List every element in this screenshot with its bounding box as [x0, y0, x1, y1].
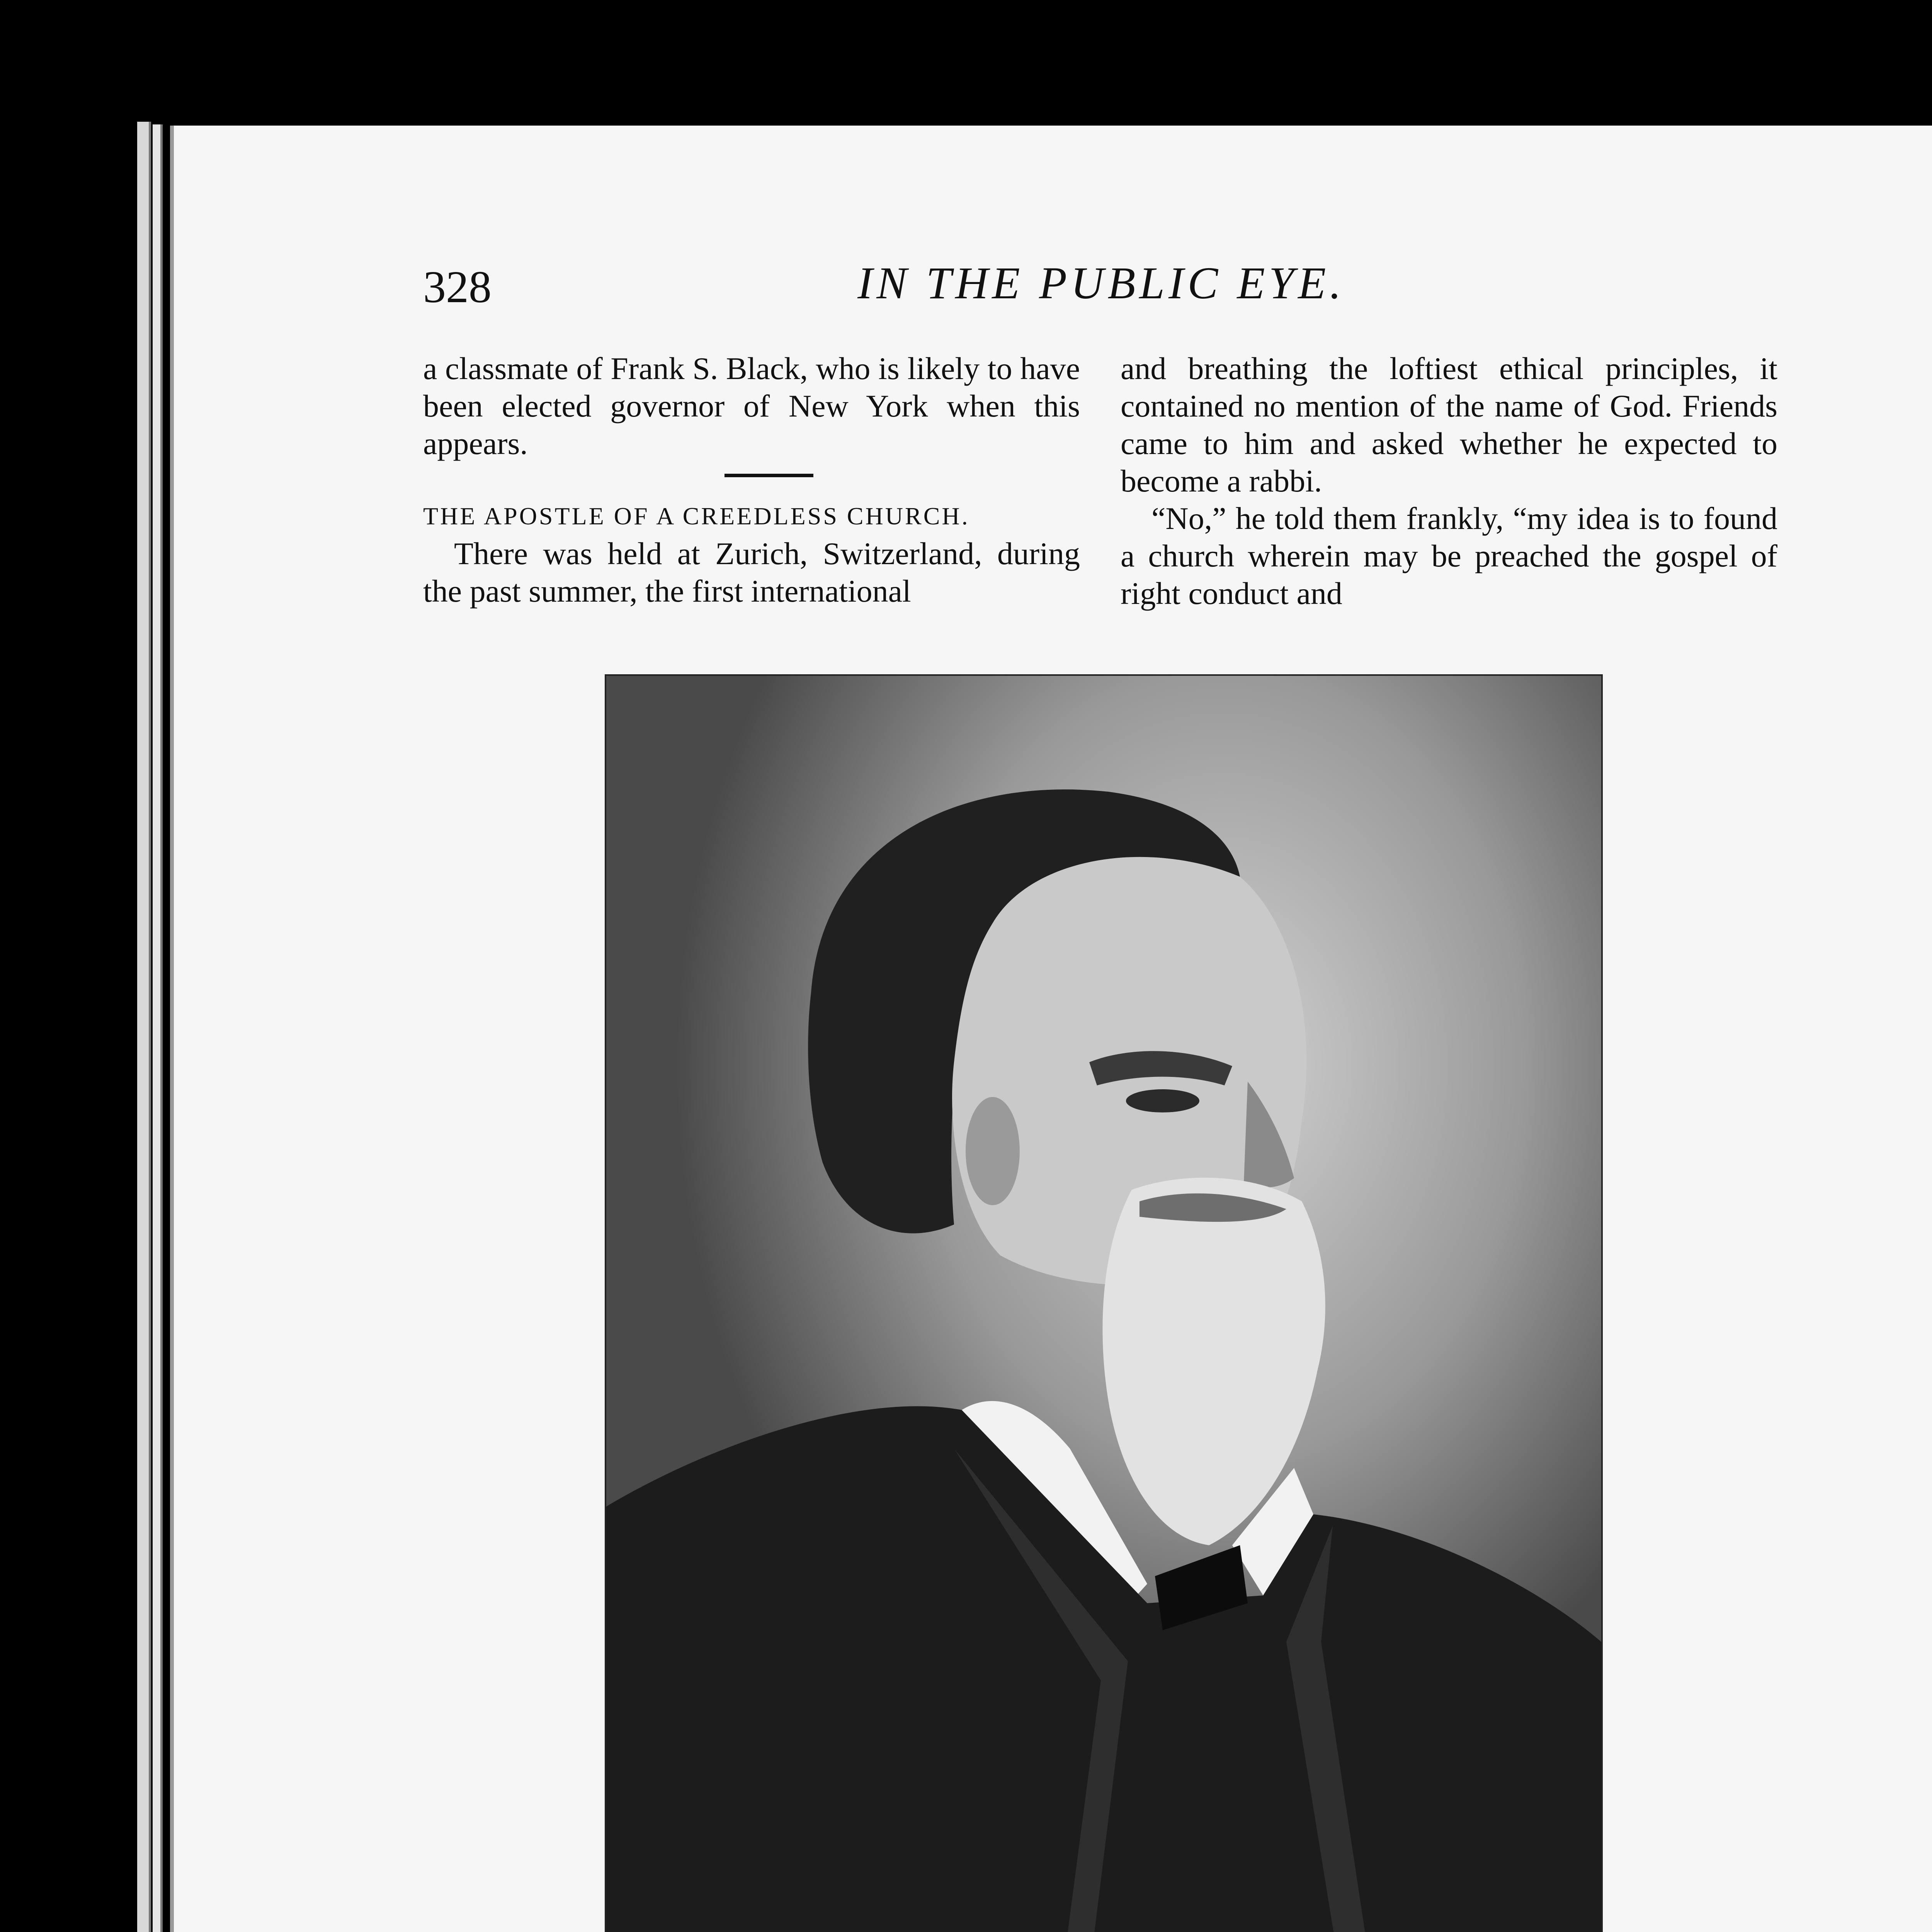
running-title: IN THE PUBLIC EYE. — [857, 258, 1345, 308]
section-heading: THE APOSTLE OF A CREEDLESS CHURCH. — [423, 502, 970, 530]
paragraph: There was held at Zurich, Switzerland, during the past summer, the first international — [423, 536, 1080, 609]
page-number: 328 — [423, 262, 492, 312]
column-top-right — [1121, 350, 1777, 612]
portrait-illustration — [606, 676, 1601, 1932]
page-stack-edge-inner — [153, 124, 163, 1932]
paragraph: and breathing the loftiest ethical principles, it contained no mention of the name of God. Friends came to him and asked whether he expected to become a rabbi. — [1121, 351, 1777, 498]
column-top-left — [423, 350, 1080, 610]
portrait-photo — [605, 674, 1603, 1932]
paragraph: “No,” he told them frankly, “my idea is to found a church wherein may be preached the gospel of right conduct and — [1121, 501, 1777, 611]
paragraph: a classmate of Frank S. Black, who is likely to have been elected governor of New York when this appears. — [423, 351, 1080, 461]
page-stack-edge — [137, 122, 151, 1932]
section-divider — [724, 474, 813, 477]
